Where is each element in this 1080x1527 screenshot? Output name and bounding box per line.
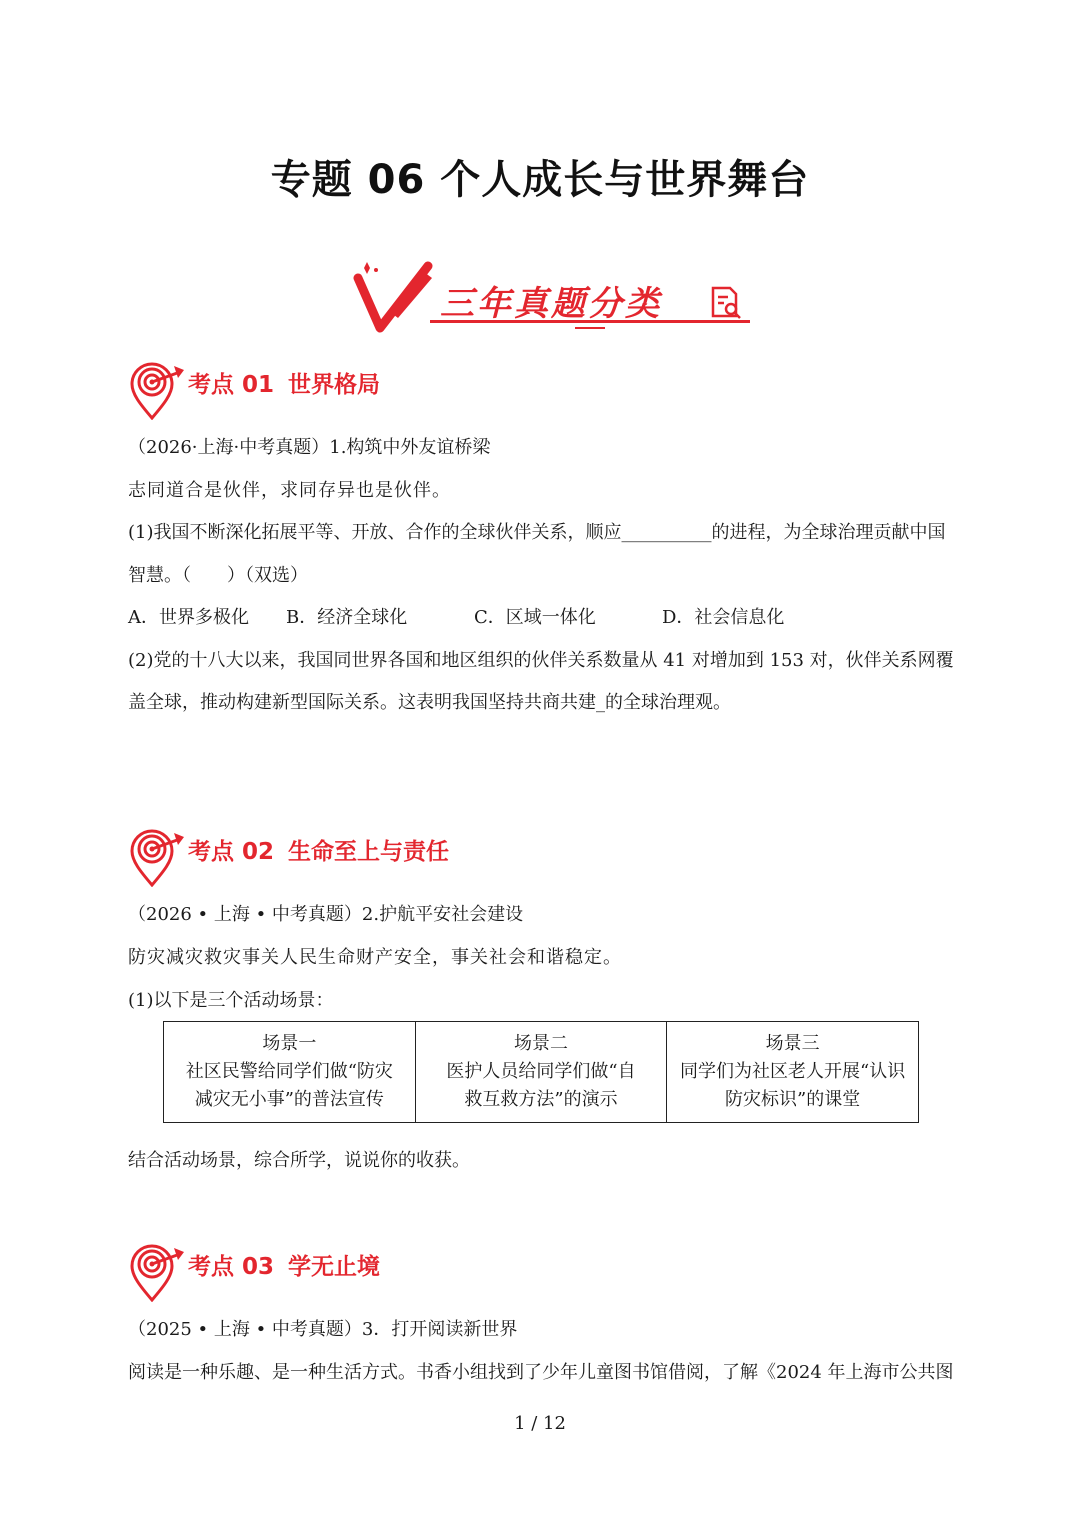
section-name: 学无止境 [288,1254,381,1280]
question-source: （2025 • 上海 • 中考真题）3．打开阅读新世界 [128,1319,518,1340]
scene-desc: 社区民警给同学们做“防灾 [185,1061,393,1082]
scene-cell-3 [667,1022,919,1123]
question-text: 阅读是一种乐趣、是一种生活方式。书香小组找到了少年儿童图书馆借阅，了解《2024 年上海市公共图 [128,1362,954,1383]
page-title: 专题 06 个人成长与世界舞台 [270,157,810,203]
scene-desc: 医护人员给同学们做“自 [446,1061,636,1082]
options-row [128,605,784,631]
question-intro: 志同道合是伙伴，求同存异也是伙伴。 [128,480,451,501]
question-intro: 防灾减灾救灾事关人民生命财产安全，事关社会和谐稳定。 [128,947,622,968]
target-pin-icon [128,825,186,887]
option-d: D．社会信息化 [662,607,785,628]
scene-desc-cont: 减灾无小事”的普法宣传 [194,1089,384,1110]
section-banner [350,258,760,340]
target-pin-icon [128,358,186,420]
question-2-text: (2)党的十八大以来，我国同世界各国和地区组织的伙伴关系数量从 41 对增加到 153 对，伙伴关系网覆 [128,650,954,671]
page-number: 1 / 12 [514,1413,566,1434]
banner-title: 三年真题分类 [440,284,662,324]
scene-desc: 同学们为社区老人开展“认识 [680,1061,906,1082]
document-search-icon [710,286,742,320]
section-name: 生命至上与责任 [288,839,450,865]
question-prompt: 结合活动场景，综合所学，说说你的收获。 [128,1150,470,1171]
scenes-table [163,1021,919,1123]
question-1-text: (1)我国不断深化拓展平等、开放、合作的全球伙伴关系，顺应__________的进程，为全球治理贡献中国 [128,522,946,543]
section-number: 考点 02 [188,839,275,865]
option-c: C．区域一体化 [474,607,596,628]
question-1-text-cont: 智慧。（ ）（双选） [128,565,308,586]
scene-title: 场景二 [513,1033,568,1054]
section-number: 考点 03 [188,1254,275,1280]
question-source: （2026·上海·中考真题）1.构筑中外友谊桥梁 [128,437,491,458]
section-name: 世界格局 [288,372,381,398]
scene-cell-1 [164,1022,416,1123]
scene-title: 场景三 [765,1033,820,1054]
option-a: A．世界多极化 [128,607,249,628]
question-source: （2026 • 上海 • 中考真题）2.护航平安社会建设 [128,904,524,925]
scene-desc-cont: 防灾标识”的课堂 [725,1089,861,1110]
question-2-text-cont: 盖全球，推动构建新型国际关系。这表明我国坚持共商共建_的全球治理观。 [128,692,731,713]
target-pin-icon [128,1240,186,1302]
question-1-text: (1)以下是三个活动场景： [128,990,334,1011]
scene-title: 场景一 [262,1033,317,1054]
option-b: B．经济全球化 [286,607,408,628]
section-number: 考点 01 [188,372,275,398]
scene-desc-cont: 救互救方法”的演示 [464,1089,618,1110]
scene-cell-2 [415,1022,667,1123]
